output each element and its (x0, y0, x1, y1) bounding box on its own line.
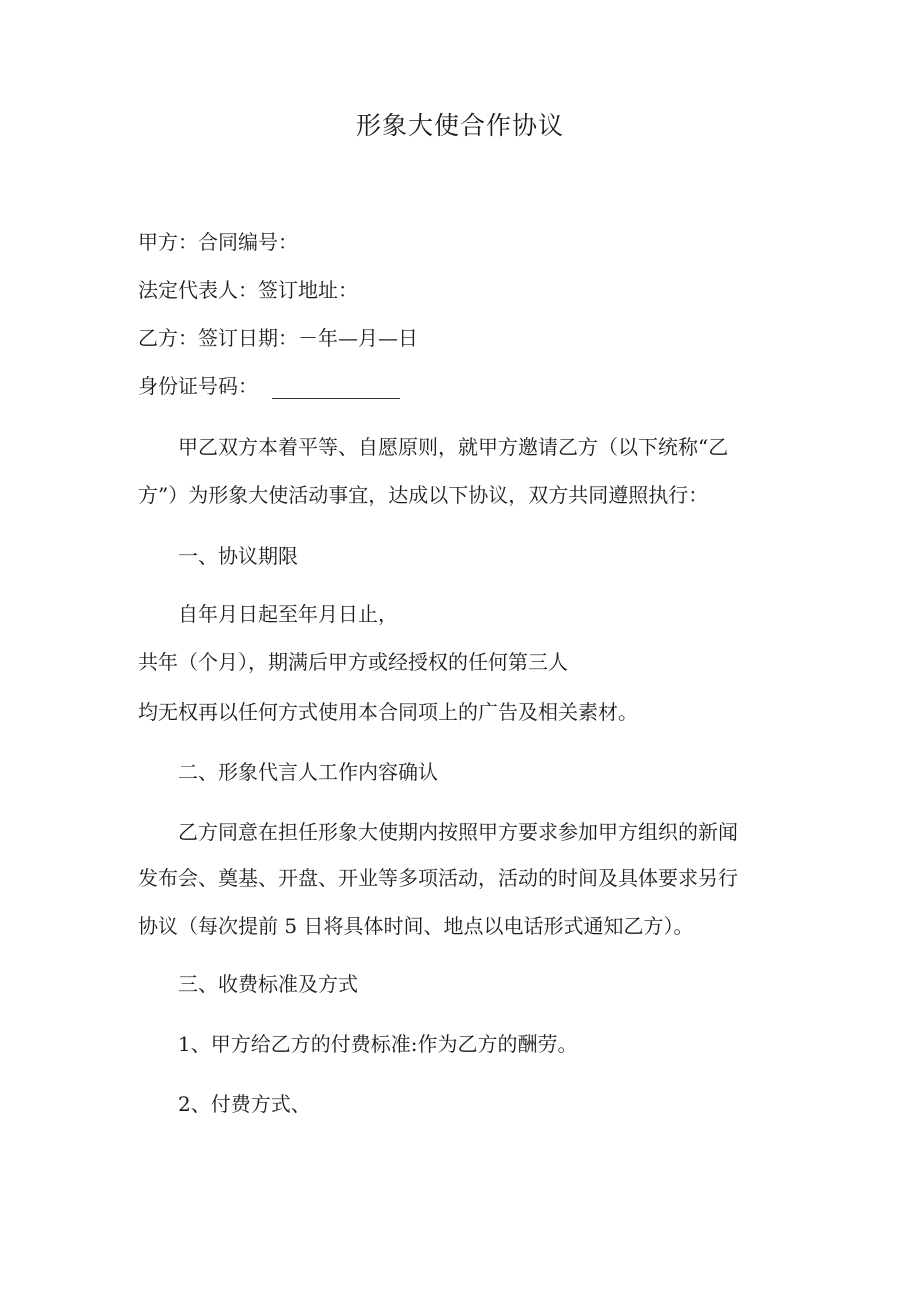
section2-line-3: 协议（每次提前 5 日将具体时间、地点以电话形式通知乙方）。 (138, 914, 694, 938)
section3-item-2: 2、付费方式、 (178, 1092, 311, 1116)
id-number-line (138, 372, 400, 400)
party-a-line: 甲方：合同编号： (138, 230, 298, 254)
legal-representative-line: 法定代表人：签订地址： (138, 278, 358, 302)
section1-line-2: 共年（个月），期满后甲方或经授权的任何第三人 (138, 650, 568, 674)
intro-line-1: 甲乙双方本着平等、自愿原则，就甲方邀请乙方（以下统称“乙 (178, 435, 729, 459)
section1-line-3: 均无权再以任何方式使用本合同项上的广告及相关素材。 (138, 700, 638, 724)
section2-line-1: 乙方同意在担任形象大使期内按照甲方要求参加甲方组织的新闻 (178, 820, 738, 844)
section1-line-1: 自年月日起至年月日止， (178, 602, 398, 626)
section3-item-1: 1、甲方给乙方的付费标准:作为乙方的酬劳。 (178, 1032, 578, 1056)
intro-line-2: 方”）为形象大使活动事宜，达成以下协议，双方共同遵照执行： (138, 483, 709, 507)
document-title: 形象大使合作协议 (355, 111, 564, 140)
id-number-label: 身份证号码： (138, 374, 258, 398)
section1-heading: 一、协议期限 (178, 544, 298, 568)
id-number-blank (272, 397, 400, 399)
section2-heading: 二、形象代言人工作内容确认 (178, 760, 438, 784)
section3-heading: 三、收费标准及方式 (178, 972, 358, 996)
section2-line-2: 发布会、奠基、开盘、开业等多项活动，活动的时间及具体要求另行 (138, 866, 738, 890)
party-b-line: 乙方：签订日期：－年—月—日 (138, 326, 418, 350)
